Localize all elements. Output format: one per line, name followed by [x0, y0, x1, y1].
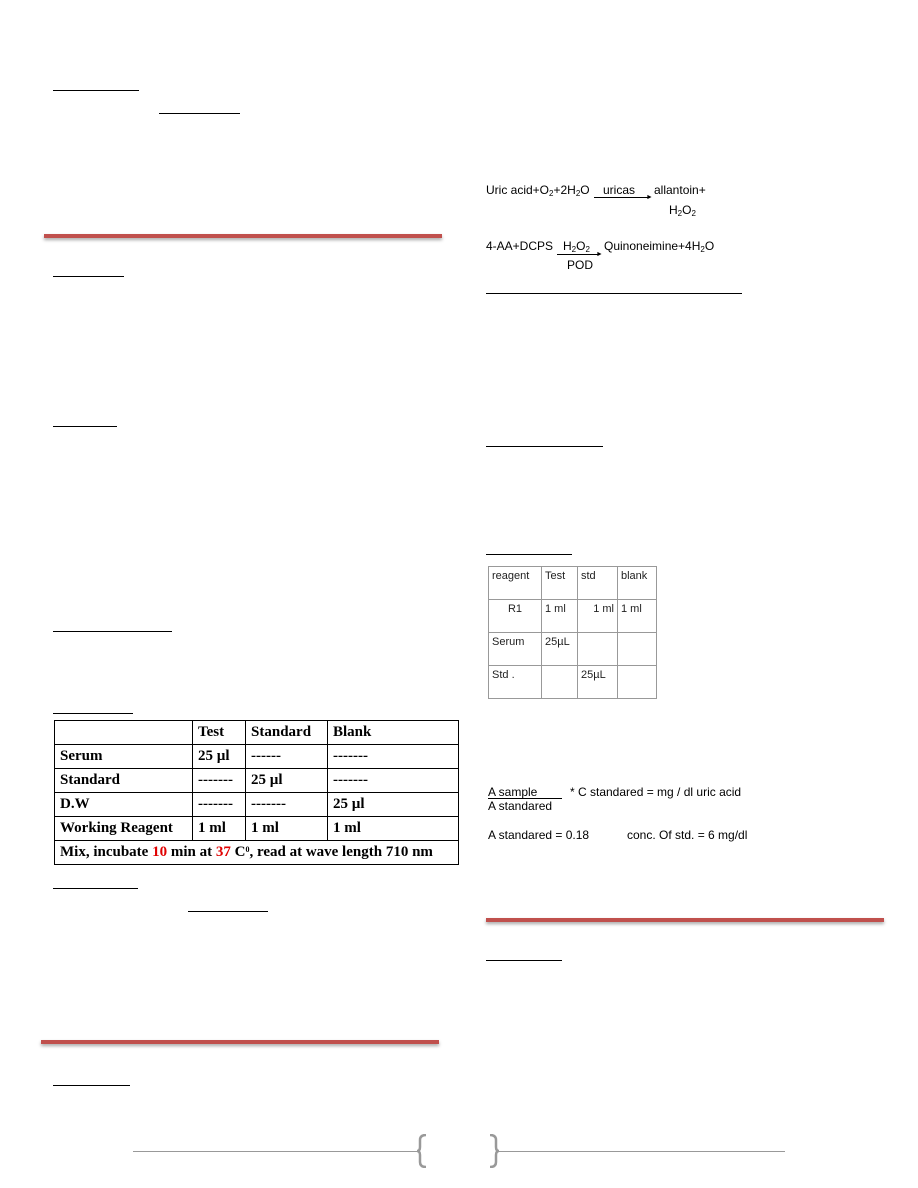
table-cell: blank [618, 567, 657, 600]
color-reaction-product: $Quinoneimine+4H_2O$ [604, 239, 715, 254]
reaction-enzyme-uricase: uricas [603, 183, 636, 197]
table-footer-instructions: Mix, incubate 10 min at 37 $C^0$, read at wave length 710 nm [55, 841, 459, 865]
table-cell: 1 ml [578, 600, 618, 633]
page-number-bracket-right [488, 1134, 500, 1168]
std-absorbance: A standared = 0.18 [488, 828, 590, 842]
color-reaction-catalyst: POD [567, 258, 594, 272]
heading-underline [486, 446, 603, 447]
color-reaction-reactants: 4-AA+DCPS [486, 239, 554, 253]
table-cell: Serum [55, 745, 193, 769]
table-cell: Std . [489, 666, 542, 699]
heading-underline [486, 554, 572, 555]
section-separator [41, 1040, 439, 1044]
table-cell: Serum [489, 633, 542, 666]
std-concentration: conc. Of std. = 6 mg/dl [627, 828, 748, 842]
table-cell: 25µL [578, 666, 618, 699]
uric-acid-reaction: Uric $acid+O_2+2H_2O$ [486, 183, 590, 198]
heading-underline [486, 293, 742, 294]
section-separator [486, 918, 884, 922]
table-row [55, 817, 459, 841]
section-separator [44, 234, 442, 238]
table-cell: 1 ml [542, 600, 578, 633]
calc-numerator: A sample [488, 785, 538, 799]
table-cell: R1 [489, 600, 542, 633]
reaction-arrow [594, 197, 650, 198]
reaction-product: allantoin+ [654, 183, 706, 197]
table-cell: D.W [55, 793, 193, 817]
table-cell [618, 633, 657, 666]
table-row [55, 841, 459, 865]
table-cell: 25µL [542, 633, 578, 666]
table-cell: 25 µl [328, 793, 459, 817]
table-cell: Standard [55, 769, 193, 793]
table-header-standard: Standard [246, 721, 328, 745]
table-cell [618, 666, 657, 699]
arrowhead-icon: ► [646, 194, 653, 201]
table-row [55, 769, 459, 793]
table-cell [542, 666, 578, 699]
table-row [489, 567, 657, 600]
table-row [489, 600, 657, 633]
table-cell [55, 721, 193, 745]
table-cell: 25 µl [246, 769, 328, 793]
table-cell: ------- [328, 769, 459, 793]
table-cell: 1 ml [328, 817, 459, 841]
heading-underline [486, 960, 562, 961]
table-cell: 1 ml [618, 600, 657, 633]
page-number-bracket-left [416, 1134, 428, 1168]
heading-underline [53, 888, 138, 889]
table-cell: Working Reagent [55, 817, 193, 841]
incubation-time: 10 [152, 844, 168, 860]
reaction-arrow [557, 254, 599, 255]
table-row [55, 721, 459, 745]
reagent-table [488, 566, 657, 699]
table-cell: ------ [246, 745, 328, 769]
heading-underline [53, 90, 139, 91]
reaction-byproduct: $H_2O_2$ [669, 203, 696, 218]
calc-formula: * C standared = mg / dl uric acid [570, 785, 742, 799]
calc-denominator: A standared [488, 799, 553, 813]
heading-underline [159, 113, 240, 114]
heading-underline [53, 426, 117, 427]
table-cell: ------- [328, 745, 459, 769]
heading-underline [53, 1085, 130, 1086]
table-cell: std [578, 567, 618, 600]
table-row [489, 633, 657, 666]
heading-underline [53, 631, 172, 632]
table-cell: Test [542, 567, 578, 600]
arrowhead-icon: ► [596, 251, 603, 258]
table-cell: reagent [489, 567, 542, 600]
table-cell: 1 ml [246, 817, 328, 841]
color-reaction-h2o2: $H_2O_2$ [563, 239, 590, 254]
procedure-table [54, 720, 459, 865]
table-cell: ------- [246, 793, 328, 817]
table-cell [578, 633, 618, 666]
table-row [489, 666, 657, 699]
table-cell: 25 µl [193, 745, 246, 769]
table-header-blank: Blank [328, 721, 459, 745]
table-row [55, 793, 459, 817]
incubation-temperature: 37 [215, 844, 231, 860]
table-row [55, 745, 459, 769]
table-header-test: Test [193, 721, 246, 745]
heading-underline [188, 911, 268, 912]
heading-underline [53, 713, 133, 714]
table-cell: 1 ml [193, 817, 246, 841]
table-cell: ------- [193, 769, 246, 793]
heading-underline [53, 276, 124, 277]
footer-rule-left [133, 1151, 419, 1152]
footer-rule-right [497, 1151, 785, 1152]
table-cell: ------- [193, 793, 246, 817]
